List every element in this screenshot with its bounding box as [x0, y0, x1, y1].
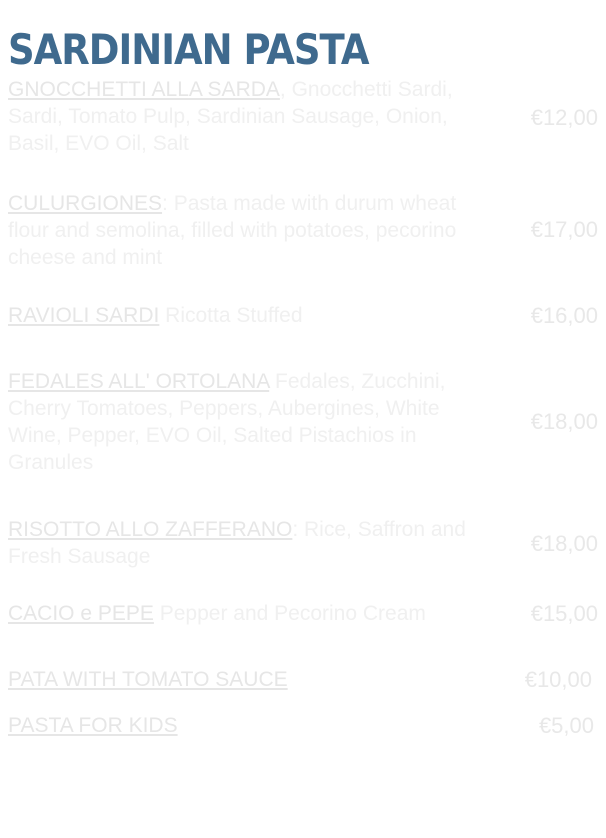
item-details: Ricotta Stuffed — [159, 304, 303, 327]
item-price: €12,00 — [530, 105, 598, 130]
item-price: €18,00 — [530, 409, 598, 434]
item-name: RISOTTO ALLO ZAFFERANO — [8, 518, 293, 541]
section-title: SARDINIAN PASTA — [8, 26, 369, 75]
item-details: : Rice, Saffron and Fresh Sausage — [8, 518, 466, 568]
item-description — [8, 516, 498, 570]
item-description — [8, 76, 498, 157]
menu-item-gnocchetti — [8, 76, 598, 160]
item-price: €16,00 — [530, 303, 598, 328]
menu-item-pasta-tomato — [8, 666, 598, 696]
item-price: €15,00 — [530, 601, 598, 626]
item-name: PASTA FOR KIDS — [8, 714, 178, 737]
item-details: Fedales, Zucchini, Cherry Tomatoes, Peppers, Aubergines, White Wine, Pepper, EVO Oil, Salted Pistachios in Granules — [8, 370, 446, 474]
item-name: CULURGIONES — [8, 192, 163, 215]
item-description — [8, 712, 498, 739]
item-details: Pepper and Pecorino Cream — [153, 602, 426, 625]
menu-item-cacio-e-pepe — [8, 600, 598, 630]
menu-item-risotto — [8, 516, 598, 572]
item-name: RAVIOLI SARDI — [8, 304, 160, 327]
item-description — [8, 190, 498, 271]
item-name: PATA WITH TOMATO SAUCE — [8, 668, 288, 691]
item-description — [8, 368, 498, 476]
menu-item-ravioli — [8, 302, 598, 332]
menu-item-fedales — [8, 368, 598, 478]
item-description — [8, 302, 498, 329]
item-price: €17,00 — [530, 217, 598, 242]
item-name: FEDALES ALL' ORTOLANA — [8, 370, 270, 393]
item-details: , Gnocchetti Sardi, Sardi, Tomato Pulp, Sardinian Sausage, Onion, Basil, EVO Oil, Salt — [8, 78, 453, 155]
item-price: €10,00 — [524, 667, 592, 692]
item-price: €18,00 — [530, 531, 598, 556]
menu-item-pasta-kids — [8, 712, 598, 742]
item-name: CACIO e PEPE — [8, 602, 154, 625]
item-description — [8, 666, 498, 693]
item-description — [8, 600, 498, 627]
item-details: : Pasta made with durum wheat flour and semolina, filled with potatoes, pecorino cheese and mint — [8, 192, 457, 269]
menu-item-culurgiones — [8, 190, 598, 274]
item-name: GNOCCHETTI ALLA SARDA — [8, 78, 280, 101]
item-price: €5,00 — [538, 713, 594, 738]
